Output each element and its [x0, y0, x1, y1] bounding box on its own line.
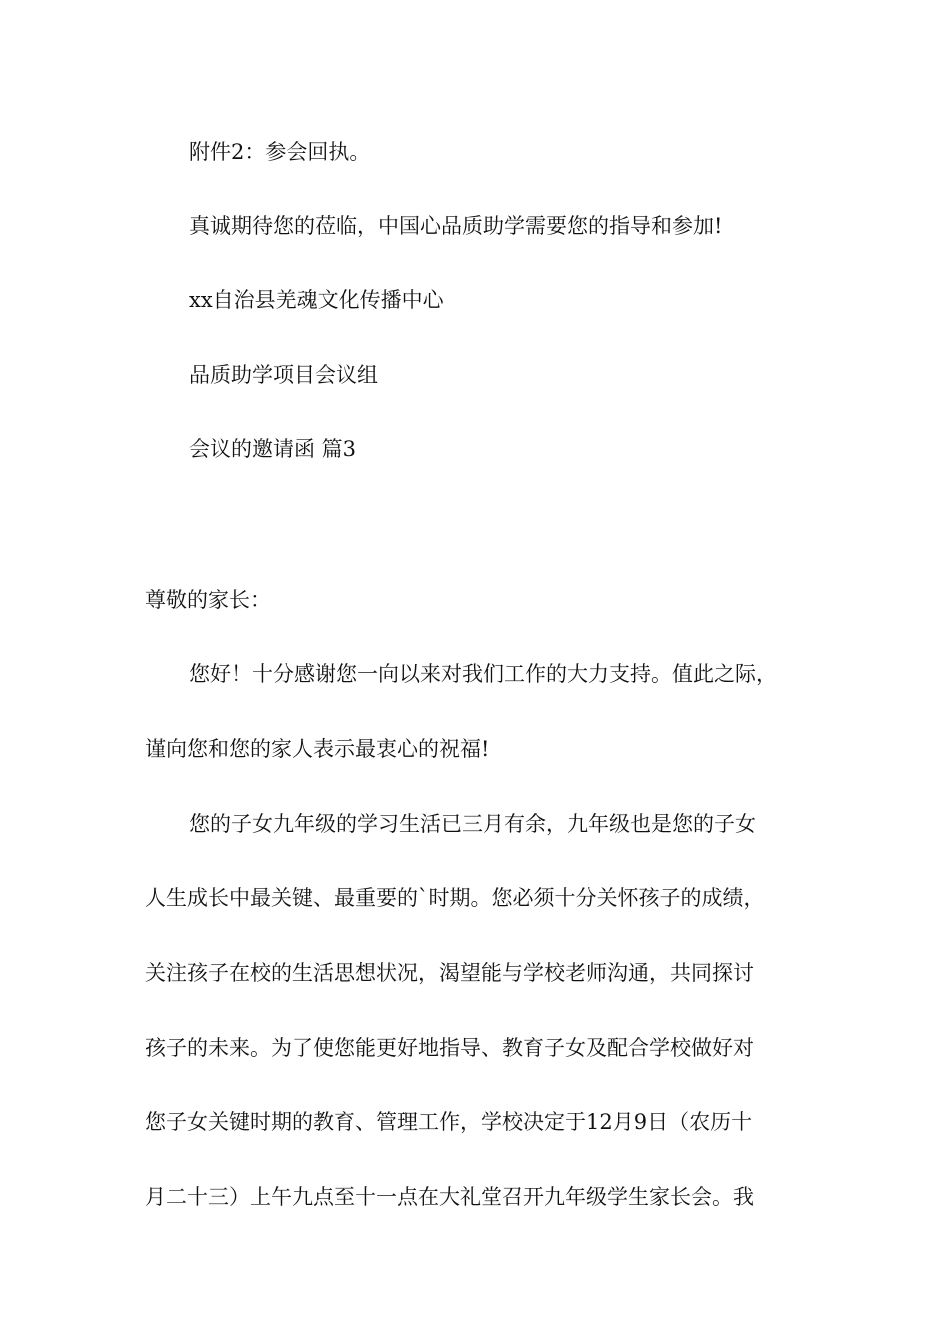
- organizer-group: 品质助学项目会议组: [189, 363, 378, 387]
- body-line: 人生成长中最关键、最重要的`时期。您必须十分关怀孩子的成绩，: [145, 886, 765, 910]
- body-line: 孩子的未来。为了使您能更好地指导、教育子女及配合学校做好对: [145, 1036, 754, 1060]
- body-line: 关注孩子在校的生活思想状况，渴望能与学校老师沟通，共同探讨: [145, 961, 754, 985]
- body-line: 您好！十分感谢您一向以来对我们工作的大力支持。值此之际，: [189, 662, 777, 686]
- body-line: 您子女关键时期的教育、管理工作，学校决定于12月9日（农历十: [145, 1110, 753, 1134]
- closing-invitation-line: 真诚期待您的莅临，中国心品质助学需要您的指导和参加!: [189, 214, 723, 238]
- body-line: 谨向您和您的家人表示最衷心的祝福!: [145, 737, 490, 761]
- section-heading: 会议的邀请函 篇3: [189, 437, 357, 461]
- attachment-line: 附件2：参会回执。: [189, 140, 371, 164]
- body-line: 月二十三）上午九点至十一点在大礼堂召开九年级学生家长会。我: [145, 1185, 754, 1209]
- salutation: 尊敬的家长：: [145, 588, 271, 612]
- body-line: 您的子女九年级的学习生活已三月有余，九年级也是您的子女: [189, 812, 756, 836]
- organizer-name: xx自治县羌魂文化传播中心: [189, 288, 444, 312]
